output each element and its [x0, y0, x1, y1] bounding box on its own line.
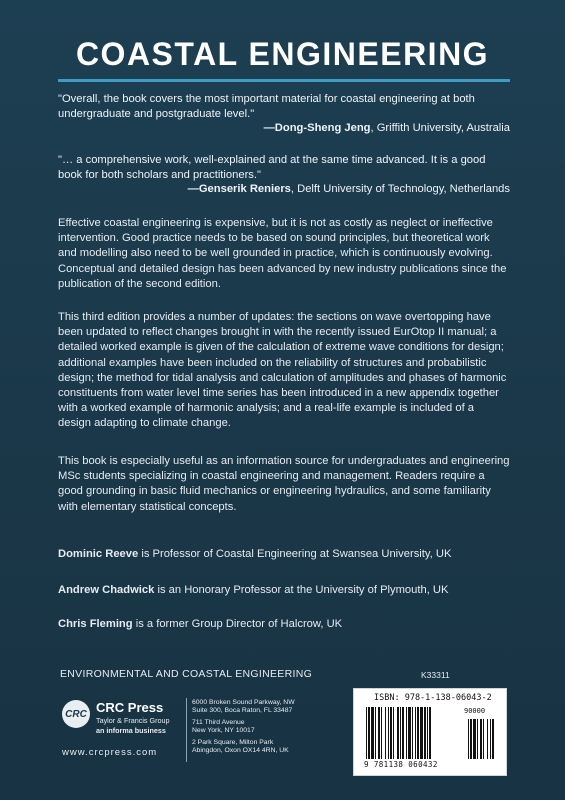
- crc-logo-icon: CRC: [62, 700, 90, 728]
- isbn-barcode: [353, 688, 507, 776]
- description-paragraph-2: This third edition provides a number of updates: the sections on wave overtopping have been updated to reflect changes brought in with the recently issued EurOtop II manual; a detailed worked example is given of the calculation of extreme wave conditions for design; additional examples have been included on the reliability of structures and probabilistic design; the method for tidal analysis and calculation of amplitudes and phases of harmonic constituents from water level time series has been introduced in a new appendix together with a worked example of harmonic analysis; and a real-life example is included of a design adapting to climate change.: [58, 311, 507, 430]
- reviewer-name: —Genserik Reniers: [187, 183, 291, 195]
- author-name: Dominic Reeve: [58, 548, 139, 560]
- address-line: 2 Park Square, Milton Park: [192, 739, 274, 746]
- isbn-number: ISBN: 978-1-138-06043-2: [374, 693, 492, 703]
- publisher-name: CRC Press: [96, 700, 164, 715]
- address-line: Abingdon, Oxon OX14 4RN, UK: [192, 747, 289, 754]
- author-name: Andrew Chadwick: [58, 584, 155, 596]
- address-block-1: [192, 699, 295, 715]
- reviewer-affiliation: , Griffith University, Australia: [370, 122, 510, 134]
- author-bio-2: [58, 584, 518, 596]
- address-line: 6000 Broken Sound Parkway, NW: [192, 699, 295, 706]
- author-bio-1: [58, 548, 518, 560]
- address-block-3: [192, 739, 289, 755]
- reviewer-name: —Dong-Sheng Jeng: [263, 122, 371, 134]
- review-quote-1: "Overall, the book covers the most important material for coastal engineering at both undergraduate and postgraduate level.": [58, 93, 475, 120]
- title-divider: [58, 79, 510, 82]
- address-line: New York, NY 10017: [192, 727, 255, 734]
- description-paragraph-1: Effective coastal engineering is expensive, but it is not as costly as neglect or ineffective intervention. Good practice needs to be based on sound principles, but theoretical work and modelling also need to be well grounded in practice, which is continuously evolving. Conceptual and detailed design has been advanced by new industry publications since the publication of the second edition.: [58, 217, 507, 290]
- author-bio-3: [58, 618, 518, 630]
- product-code: K33311: [421, 670, 450, 680]
- address-line: Suite 300, Boca Raton, FL 33487: [192, 707, 293, 714]
- publisher-informa: an informa business: [96, 726, 166, 735]
- series-name: ENVIRONMENTAL AND COASTAL ENGINEERING: [60, 668, 313, 680]
- author-desc: is an Honorary Professor at the University of Plymouth, UK: [154, 584, 449, 596]
- barcode-price-code: 90000: [464, 707, 486, 715]
- author-desc: is Professor of Coastal Engineering at Swansea University, UK: [138, 548, 452, 560]
- author-name: Chris Fleming: [58, 618, 133, 630]
- description-paragraph-3: This book is especially useful as an information source for undergraduates and engineering MSc students specializing in coastal engineering and management. Readers require a good grounding in basic fluid mechanics or engineering hydraulics, and some familiarity with elementary statistical concepts.: [58, 455, 510, 513]
- address-divider: [186, 698, 187, 762]
- barcode-digits: 9 781138 060432: [364, 760, 438, 769]
- book-title: COASTAL ENGINEERING: [75, 36, 490, 72]
- publisher-group: Taylor & Francis Group: [96, 716, 170, 725]
- publisher-website[interactable]: www.crcpress.com: [62, 747, 158, 758]
- author-desc: is a former Group Director of Halcrow, UK: [132, 618, 343, 630]
- review-attribution-2: [188, 183, 510, 195]
- review-attribution-1: [264, 122, 510, 134]
- address-block-2: [192, 719, 255, 735]
- publisher-logo: [62, 700, 172, 746]
- review-quote-2: "… a comprehensive work, well-explained and at the same time advanced. It is a good book for both scholars and practitioners.": [58, 154, 486, 181]
- address-line: 711 Third Avenue: [192, 719, 245, 726]
- reviewer-affiliation: , Delft University of Technology, Netherlands: [290, 183, 510, 195]
